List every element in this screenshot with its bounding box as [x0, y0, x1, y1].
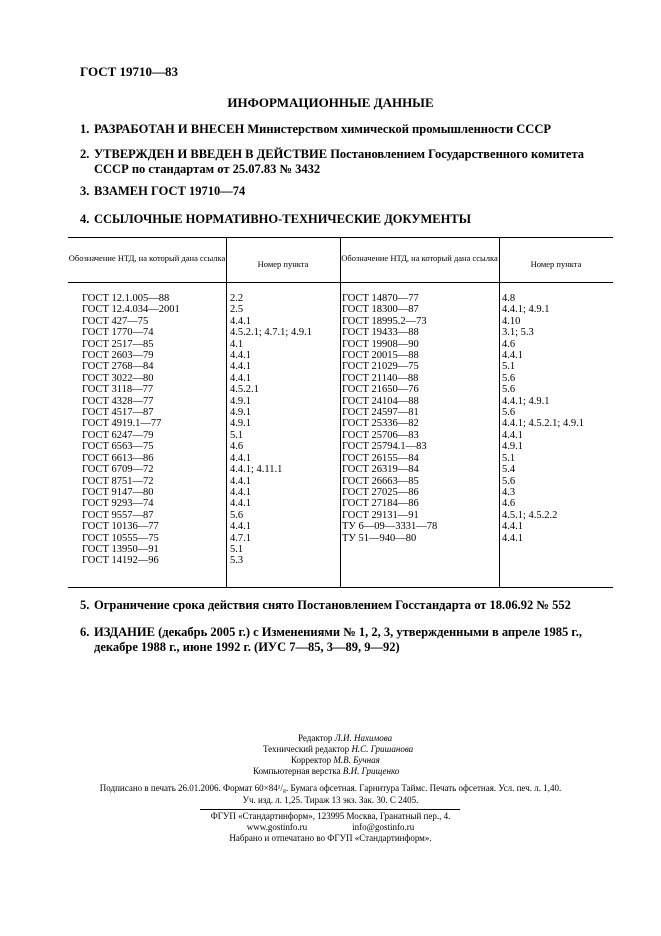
table-cell-point: 4.8: [502, 293, 516, 304]
table-cell-point: 4.9.1: [502, 441, 523, 453]
table-cell-point: 5.1: [502, 452, 516, 464]
table-cell-doc: ГОСТ 3118—77: [82, 384, 154, 396]
table-cell-point: 4.4.1; 4.5.2.1; 4.9.1: [502, 418, 584, 430]
tech-editor-line: Технический редактор Н.С. Гришанова: [263, 744, 414, 754]
table-cell-point: 5.6: [502, 475, 516, 487]
table-cell-point: 4.9.1: [230, 418, 251, 430]
info-item-5: [80, 598, 620, 613]
table-cell-doc: ТУ 6—09—3331—78: [342, 521, 438, 533]
editor-line: Редактор Л.И. Нахимова: [298, 733, 393, 743]
divider: [200, 809, 460, 810]
table-cell-doc: ГОСТ 10555—75: [82, 532, 159, 544]
table-cell-point: 4.6: [502, 498, 516, 510]
table-cell-doc: ГОСТ 12.4.034—2001: [82, 304, 180, 316]
table-cell-point: 3.1; 5.3: [502, 327, 534, 339]
table-cell-doc: ГОСТ 25794.1—83: [342, 441, 427, 453]
table-cell-doc: ГОСТ 6709—72: [82, 464, 154, 476]
table-cell-doc: ГОСТ 14870—77: [342, 293, 419, 304]
table-cell-point: 4.4.1: [230, 372, 251, 384]
table-cell-point: 4.4.1; 4.9.1: [502, 395, 550, 407]
item-heading: ВЗАМЕН ГОСТ 19710—74: [94, 184, 246, 198]
header-ntd-left: Обозначение НТД, на который дана ссылка: [68, 253, 226, 263]
table-cell-doc: ГОСТ 18995.2—73: [342, 315, 427, 327]
publisher-line-3: Набрано и отпечатано во ФГУП «Стандартинформ».: [229, 833, 432, 843]
item-number: 2.: [80, 147, 90, 161]
item-text: Постановлением Государственного комитета СССР по стандартам от 25.07.83 № 3432: [94, 147, 584, 176]
info-item-1: [80, 122, 620, 137]
table-cell-doc: ГОСТ 9557—87: [82, 509, 154, 521]
publisher-line-2: www.gostinfo.ru info@gostinfo.ru: [246, 822, 415, 832]
table-cell-doc: ГОСТ 21650—76: [342, 384, 419, 396]
layout-line: Компьютерная верстка В.И. Грищенко: [253, 766, 400, 776]
table-cell-doc: ГОСТ 4517—87: [82, 407, 154, 419]
table-cell-doc: ГОСТ 20015—88: [342, 350, 419, 362]
table-cell-point: 5.4: [502, 464, 516, 476]
info-item-3: [80, 184, 620, 199]
left-points-column: [230, 293, 312, 567]
table-cell-point: 5.1: [230, 429, 244, 441]
table-cell-point: 4.5.2.1: [230, 384, 259, 396]
table-cell-doc: ГОСТ 8751—72: [82, 475, 154, 487]
item-heading: ССЫЛОЧНЫЕ НОРМАТИВНО-ТЕХНИЧЕСКИЕ ДОКУМЕНТЫ: [94, 212, 471, 226]
info-item-4: [80, 212, 620, 227]
table-cell-doc: ГОСТ 24597—81: [342, 407, 419, 419]
table-cell-point: 5.6: [502, 407, 516, 419]
table-cell-point: 4.4.1: [230, 498, 251, 510]
item-heading: ИЗДАНИЕ (декабрь 2005 г.) с Изменениями № 1, 2, 3, утвержденными в апреле 1985 г., декабре 1988 г., июне 1992 г. (ИУС 7—85, 3—89, 9—92): [94, 625, 582, 654]
table-cell-point: 4.4.1: [230, 486, 251, 498]
table-cell-point: 4.4.1: [230, 361, 251, 373]
table-cell-point: 5.6: [230, 509, 244, 521]
table-cell-point: 5.1: [230, 543, 244, 555]
table-cell-point: 5.6: [502, 372, 516, 384]
imprint-line-1: Подписано в печать 26.01.2006. Формат 60×84¹/₈. Бумага офсетная. Гарнитура Таймс. Печать офсетная. Усл. печ. л. 1,40.: [99, 783, 562, 793]
table-cell-point: 4.10: [502, 315, 521, 327]
table-cell-doc: ГОСТ 6247—79: [82, 429, 154, 441]
right-points-column: [502, 293, 584, 544]
table-cell-doc: ГОСТ 21029—75: [342, 361, 419, 373]
table-cell-doc: ГОСТ 26155—84: [342, 452, 419, 464]
table-cell-doc: ГОСТ 2768—84: [82, 361, 154, 373]
table-cell-point: 4.4.1: [230, 521, 251, 533]
item-number: 5.: [80, 598, 90, 612]
table-cell-doc: ГОСТ 25336—82: [342, 418, 419, 430]
info-item-2: [80, 147, 620, 177]
table-cell-point: 4.9.1: [230, 395, 251, 407]
table-cell-point: 5.3: [230, 555, 244, 567]
table-cell-doc: ГОСТ 1770—74: [82, 327, 154, 339]
item-number: 1.: [80, 122, 90, 136]
table-cell-doc: ТУ 51—940—80: [342, 532, 417, 544]
table-cell-point: 4.5.1; 4.5.2.2: [502, 509, 558, 521]
table-cell-point: 4.6: [230, 441, 244, 453]
header-ntd-right: Обозначение НТД, на который дана ссылка: [341, 253, 498, 263]
table-cell-point: 4.7.1: [230, 532, 251, 544]
table-cell-doc: ГОСТ 2517—85: [82, 338, 154, 350]
table-cell-doc: ГОСТ 27184—86: [342, 498, 419, 510]
right-docs-column: [342, 293, 437, 544]
table-cell-doc: ГОСТ 427—75: [82, 315, 149, 327]
publisher-line-1: ФГУП «Стандартинформ», 123995 Москва, Гранатный пер., 4.: [210, 811, 451, 821]
item-text: Министерством химической промышленности СССР: [244, 122, 551, 136]
table-cell-point: 4.4.1: [502, 350, 523, 362]
table-cell-doc: ГОСТ 3022—80: [82, 372, 154, 384]
item-number: 6.: [80, 625, 90, 639]
table-cell-doc: ГОСТ 21140—88: [342, 372, 419, 384]
table-cell-point: 4.4.1: [502, 429, 523, 441]
imprint-line-2: Уч. изд. л. 1,25. Тираж 13 экз. Зак. 30. С 2405.: [242, 795, 419, 805]
table-cell-doc: ГОСТ 4328—77: [82, 395, 154, 407]
table-cell-point: 4.3: [502, 486, 516, 498]
table-cell-doc: ГОСТ 13950—91: [82, 543, 159, 555]
table-cell-point: 4.1: [230, 338, 244, 350]
item-heading: УТВЕРЖДЕН И ВВЕДЕН В ДЕЙСТВИЕ: [94, 147, 328, 161]
table-cell-point: 2.5: [230, 304, 244, 316]
table-cell-doc: ГОСТ 9293—74: [82, 498, 154, 510]
header-point-left: Номер пункта: [257, 259, 309, 269]
section-title: ИНФОРМАЦИОННЫЕ ДАННЫЕ: [227, 95, 434, 110]
item-heading: Ограничение срока действия снято Постановлением Госстандарта от 18.06.92 № 552: [94, 598, 571, 612]
table-cell-doc: ГОСТ 9147—80: [82, 486, 154, 498]
item-heading: РАЗРАБОТАН И ВНЕСЕН: [94, 122, 245, 136]
table-cell-point: 4.4.1: [230, 350, 251, 362]
table-cell-doc: ГОСТ 29131—91: [342, 509, 419, 521]
references-table: [68, 237, 613, 588]
table-cell-doc: ГОСТ 4919.1—77: [82, 418, 162, 430]
corrector-line: Корректор М.В. Бучная: [291, 755, 380, 765]
item-number: 4.: [80, 212, 90, 226]
table-cell-doc: ГОСТ 6563—75: [82, 441, 154, 453]
table-cell-doc: ГОСТ 12.1.005—88: [82, 293, 170, 304]
table-cell-point: 4.4.1; 4.11.1: [230, 464, 283, 476]
table-cell-point: 4.4.1: [230, 452, 251, 464]
table-cell-doc: ГОСТ 19908—90: [342, 338, 419, 350]
table-cell-doc: ГОСТ 26319—84: [342, 464, 419, 476]
info-item-6: [80, 625, 620, 655]
table-cell-point: 4.4.1: [502, 521, 523, 533]
table-cell-point: 5.6: [502, 384, 516, 396]
header-point-right: Номер пункта: [530, 259, 582, 269]
table-cell-point: 4.9.1: [230, 407, 251, 419]
table-cell-point: 4.4.1; 4.9.1: [502, 304, 550, 316]
table-cell-doc: ГОСТ 24104—88: [342, 395, 419, 407]
table-cell-doc: ГОСТ 6613—86: [82, 452, 154, 464]
table-cell-point: 4.4.1: [230, 475, 251, 487]
table-cell-doc: ГОСТ 19433—88: [342, 327, 419, 339]
left-docs-column: [82, 293, 180, 567]
table-cell-point: 2.2: [230, 293, 244, 304]
table-cell-doc: ГОСТ 26663—85: [342, 475, 419, 487]
table-cell-point: 4.4.1: [502, 532, 523, 544]
table-cell-doc: ГОСТ 14192—96: [82, 555, 159, 567]
table-cell-doc: ГОСТ 18300—87: [342, 304, 419, 316]
table-cell-point: 4.4.1: [230, 315, 251, 327]
table-cell-doc: ГОСТ 10136—77: [82, 521, 159, 533]
table-cell-point: 4.6: [502, 338, 516, 350]
table-cell-doc: ГОСТ 2603—79: [82, 350, 154, 362]
table-cell-doc: ГОСТ 25706—83: [342, 429, 419, 441]
item-number: 3.: [80, 184, 90, 198]
table-cell-point: 5.1: [502, 361, 516, 373]
table-cell-point: 4.5.2.1; 4.7.1; 4.9.1: [230, 327, 312, 339]
table-cell-doc: ГОСТ 27025—86: [342, 486, 419, 498]
document-id: ГОСТ 19710—83: [80, 64, 179, 79]
